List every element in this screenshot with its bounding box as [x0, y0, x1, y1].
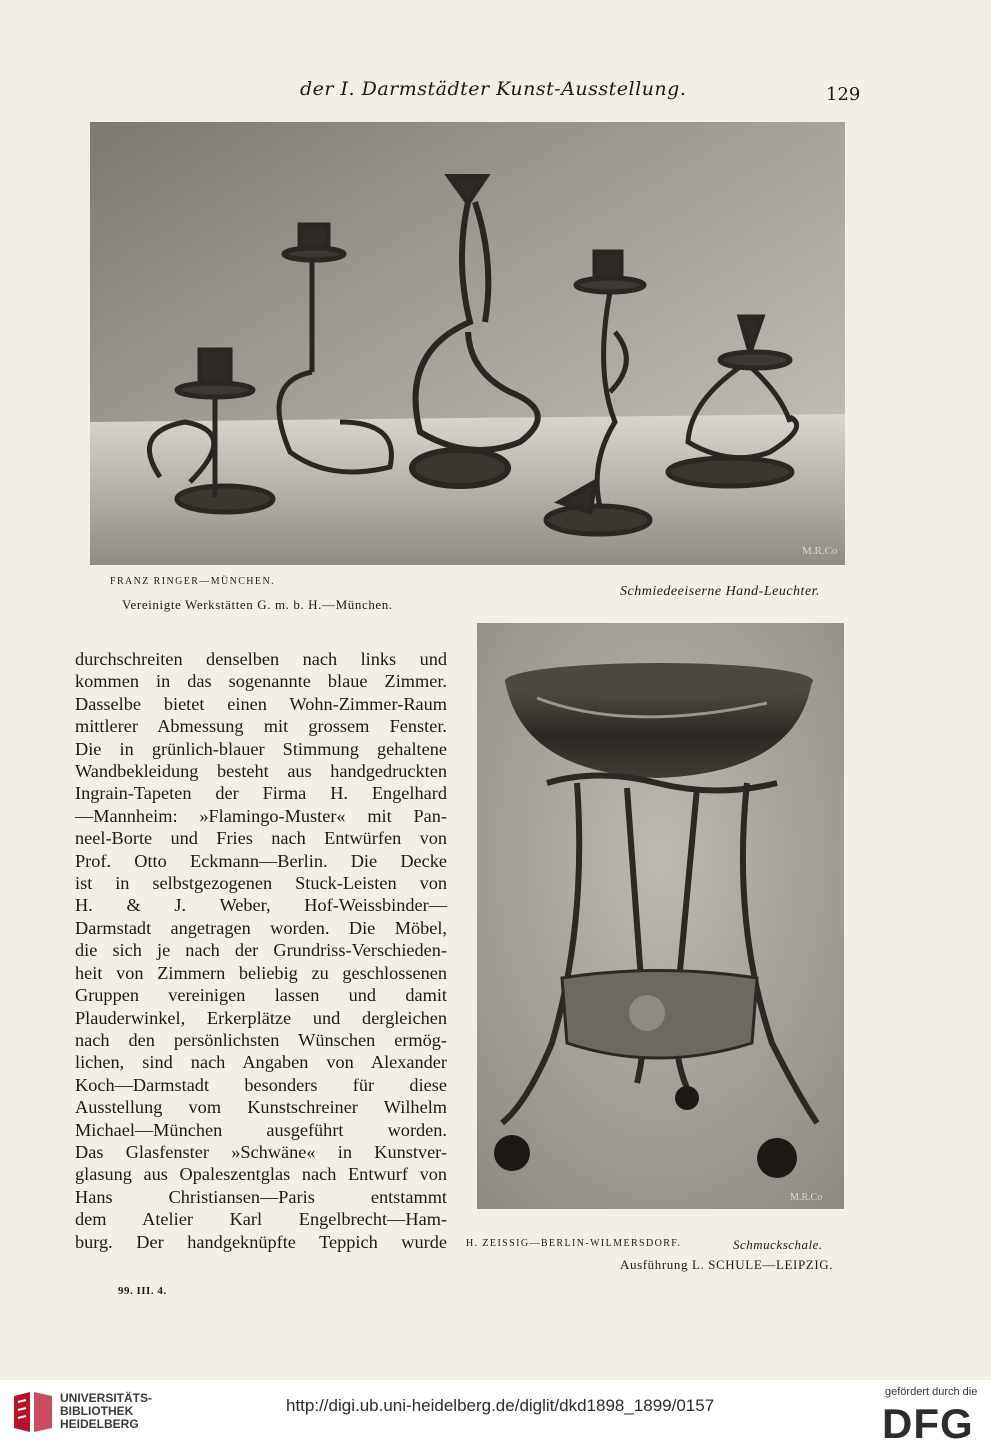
body-line: glasung aus Opaleszentglas nach Entwurf von	[75, 1164, 447, 1185]
body-line: lichen, sind nach Angaben von Alexander	[75, 1052, 447, 1073]
photo-mark-top: M.R.Co	[802, 545, 838, 557]
body-line: heit von Zimmern beliebig zu geschlossenen	[75, 962, 447, 983]
body-line: kommen in das sogenannte blaue Zimmer.	[75, 671, 447, 692]
body-line: durchschreiten denselben nach links und	[75, 649, 447, 669]
body-line: Ausstellung vom Kunstschreiner Wilhelm	[75, 1097, 447, 1118]
body-line: die sich je nach der Grundriss-Verschieden-	[75, 940, 447, 961]
uni-name-line: BIBLIOTHEK	[60, 1404, 134, 1418]
right-caption-execution: Ausführung L. SCHULE—LEIPZIG.	[620, 1257, 834, 1272]
running-title: der I. Darmstädter Kunst-Ausstellung.	[300, 78, 687, 100]
permalink-url[interactable]: http://digi.ub.uni-heidelberg.de/diglit/dkd1898_1899/0157	[286, 1396, 715, 1415]
body-line: Hans Christiansen—Paris entstammt	[75, 1186, 447, 1207]
top-caption-workshop: Vereinigte Werkstätten G. m. b. H.—München.	[122, 597, 393, 612]
body-line: Ingrain-Tapeten der Firma H. Engelhard	[75, 783, 447, 804]
bowl-photo	[477, 623, 844, 1209]
body-line: Dasselbe bietet einen Wohn-Zimmer-Raum	[75, 693, 447, 714]
body-line: —Mannheim: »Flamingo-Muster« mit Pan-	[75, 805, 447, 826]
body-line: Wandbekleidung besteht aus handgedruckten	[75, 761, 447, 782]
right-caption-title: Schmuckschale.	[733, 1237, 823, 1252]
body-line: burg. Der handgeknüpfte Teppich wurde	[75, 1231, 447, 1252]
candlesticks-illustration	[90, 122, 845, 565]
body-line: Die in grünlich-blauer Stimmung gehaltene	[75, 738, 447, 759]
page-number: 129	[826, 84, 861, 105]
uni-name-line: UNIVERSITÄTS-	[60, 1391, 153, 1405]
body-line: Darmstadt angetragen worden. Die Möbel,	[75, 917, 447, 938]
body-line: H. & J. Weber, Hof-Weissbinder—	[75, 895, 447, 916]
body-line: Plauderwinkel, Erkerplätze und dergleichen	[75, 1007, 447, 1028]
body-line: Prof. Otto Eckmann—Berlin. Die Decke	[75, 850, 447, 871]
printer-signature: 99. III. 4.	[118, 1285, 167, 1297]
candlesticks-photo	[90, 122, 845, 565]
footer-bar	[0, 1380, 991, 1450]
body-line: dem Atelier Karl Engelbrecht—Ham-	[75, 1209, 447, 1230]
right-caption-artist: H. ZEISSIG—BERLIN-WILMERSDORF.	[466, 1238, 682, 1249]
body-line: Das Glasfenster »Schwäne« in Kunstver-	[75, 1141, 447, 1162]
body-line: ist in selbstgezogenen Stuck-Leisten von	[75, 873, 447, 894]
dfg-logo: DFG	[882, 1400, 974, 1447]
university-library-logo-icon	[10, 1388, 56, 1436]
top-caption-title: Schmiedeeiserne Hand-Leuchter.	[620, 584, 821, 599]
body-line: Koch—Darmstadt besonders für diese	[75, 1074, 447, 1095]
body-line: nach den persönlichsten Wünschen ermög-	[75, 1029, 447, 1050]
uni-name-line: HEIDELBERG	[60, 1417, 139, 1431]
university-library-name	[60, 1392, 152, 1431]
body-line: neel-Borte und Fries nach Entwürfen von	[75, 828, 447, 849]
bowl-illustration	[477, 623, 844, 1209]
body-line: Michael—München ausgeführt worden.	[75, 1119, 447, 1140]
body-text-column	[75, 648, 447, 1253]
funding-label: gefördert durch die	[885, 1386, 978, 1398]
body-line: Gruppen vereinigen lassen und damit	[75, 985, 447, 1006]
top-caption-artist: FRANZ RINGER—MÜNCHEN.	[110, 576, 275, 587]
photo-mark-right: M.R.Co	[790, 1192, 823, 1203]
body-line: mittlerer Abmessung mit grossem Fenster.	[75, 716, 447, 737]
